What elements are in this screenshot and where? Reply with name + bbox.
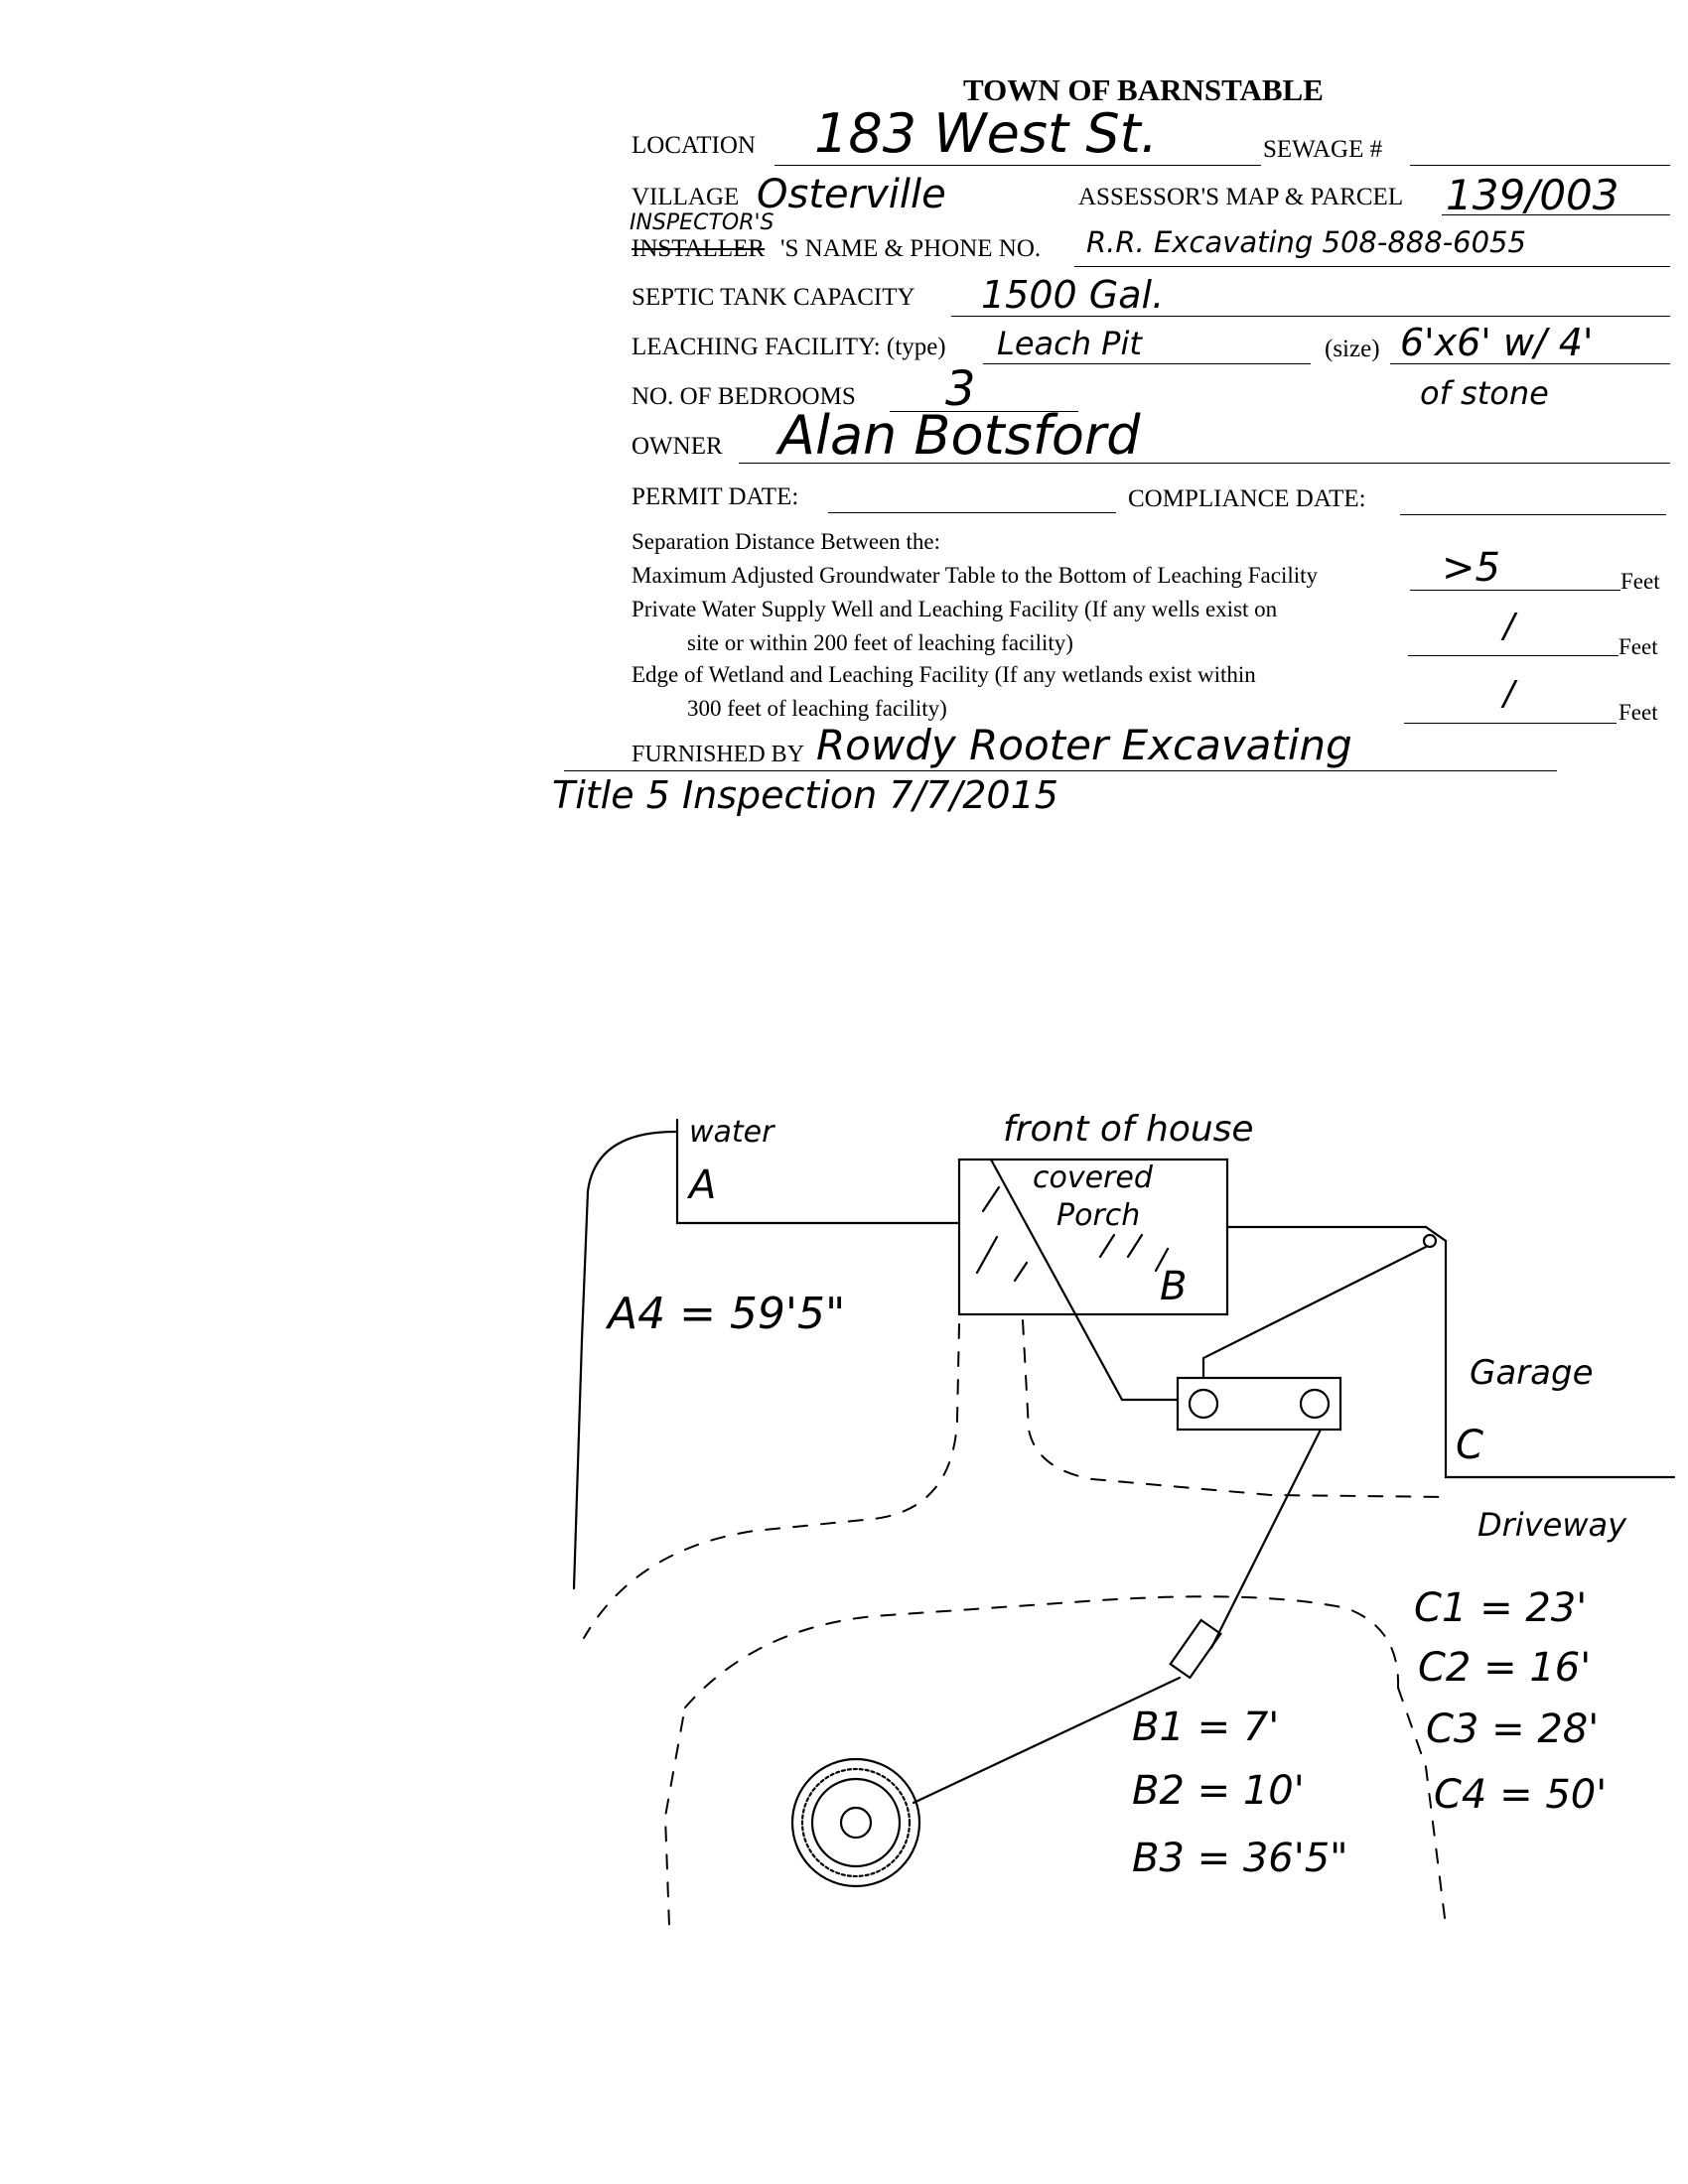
- house-corner-point: [1424, 1235, 1436, 1247]
- furnished-label: FURNISHED BY: [632, 742, 805, 767]
- porch-to-tank-line: [991, 1160, 1178, 1400]
- house-to-tank-line: [1203, 1247, 1426, 1378]
- sep2-text-1: Private Water Supply Well and Leaching Facility (If any wells exist on: [632, 597, 1278, 621]
- house-wall: [1227, 1227, 1674, 1477]
- driveway-edge-left: [665, 1717, 683, 1926]
- sep-heading: Separation Distance Between the:: [632, 529, 941, 554]
- point-b-label: B: [1160, 1264, 1188, 1309]
- size-label: (size): [1325, 336, 1380, 362]
- b3-measurement: B3 = 36'5": [1132, 1836, 1348, 1881]
- leach-label: LEACHING FACILITY: (type): [632, 334, 946, 360]
- installer-label: 'S NAME & PHONE NO.: [780, 235, 1042, 262]
- permit-label: PERMIT DATE:: [632, 483, 799, 510]
- sep2-value: /: [1503, 607, 1515, 646]
- point-a-label: A: [689, 1162, 717, 1208]
- tank-label: SEPTIC TANK CAPACITY: [632, 284, 915, 311]
- assessor-value: 139/003: [1446, 171, 1619, 219]
- sep2-text-2: site or within 200 feet of leaching facility): [687, 630, 1073, 655]
- furnished-value: Rowdy Rooter Excavating: [816, 721, 1352, 769]
- b1-measurement: B1 = 7': [1132, 1705, 1280, 1750]
- location-label: LOCATION: [632, 132, 756, 159]
- compliance-label: COMPLIANCE DATE:: [1128, 485, 1366, 512]
- owner-label: OWNER: [632, 433, 723, 460]
- leach-pit-center: [841, 1808, 871, 1838]
- sewage-label: SEWAGE #: [1263, 136, 1383, 163]
- bedrooms-value: 3: [945, 361, 976, 417]
- walkway-edge-left: [584, 1324, 959, 1638]
- water-label: water: [689, 1115, 774, 1150]
- sep1-value: >5: [1442, 545, 1500, 591]
- sep1-text: Maximum Adjusted Groundwater Table to the Bottom of Leaching Facility: [632, 563, 1319, 588]
- leach-pit-ring: [802, 1769, 910, 1876]
- b2-measurement: B2 = 10': [1132, 1768, 1305, 1814]
- driveway-label: Driveway: [1477, 1506, 1627, 1544]
- sep1-feet: Feet: [1620, 569, 1660, 594]
- sep3-feet: Feet: [1618, 700, 1658, 725]
- sep3-text-1: Edge of Wetland and Leaching Facility (If any wetlands exist within: [632, 662, 1256, 687]
- bedrooms-label: NO. OF BEDROOMS: [632, 383, 856, 410]
- size-value: 6'x6' w/ 4': [1400, 321, 1594, 364]
- c4-measurement: C4 = 50': [1434, 1772, 1608, 1818]
- owner-value: Alan Botsford: [778, 404, 1141, 467]
- sep3-text-2: 300 feet of leaching facility): [687, 696, 947, 721]
- location-value: 183 West St.: [814, 102, 1158, 165]
- inspector-overwrite: INSPECTOR'S: [630, 210, 774, 235]
- front-of-house-label: front of house: [1003, 1109, 1254, 1150]
- sep2-feet: Feet: [1618, 634, 1658, 659]
- septic-tank: [1178, 1378, 1340, 1430]
- property-boundary-line: [574, 1132, 675, 1588]
- c2-measurement: C2 = 16': [1418, 1645, 1592, 1691]
- sep3-value: /: [1503, 674, 1515, 714]
- installer-value: R.R. Excavating 508-888-6055: [1086, 225, 1526, 259]
- tank-outlet-cover: [1301, 1390, 1329, 1418]
- tank-inlet-cover: [1190, 1390, 1217, 1418]
- village-label: VILLAGE: [632, 184, 740, 210]
- leach-type-value: Leach Pit: [997, 325, 1142, 362]
- porch-label-1: covered: [1033, 1160, 1153, 1195]
- garage-label: Garage: [1470, 1353, 1594, 1393]
- form-title: TOWN OF BARNSTABLE: [963, 72, 1324, 107]
- a4-measurement: A4 = 59'5": [608, 1289, 846, 1339]
- tank-to-dbox-pipe: [1211, 1430, 1321, 1648]
- installer-struck-label: INSTALLER: [632, 235, 766, 262]
- size-value-2: of stone: [1420, 374, 1549, 412]
- distribution-box: [1171, 1620, 1221, 1678]
- leach-pit-inner: [812, 1779, 900, 1866]
- c1-measurement: C1 = 23': [1414, 1585, 1588, 1631]
- assessor-label: ASSESSOR'S MAP & PARCEL: [1078, 184, 1404, 210]
- c3-measurement: C3 = 28': [1426, 1706, 1600, 1752]
- porch-label-2: Porch: [1056, 1198, 1141, 1233]
- point-c-label: C: [1456, 1423, 1483, 1468]
- walkway-edge-right: [1023, 1320, 1450, 1497]
- tank-value: 1500 Gal.: [981, 273, 1165, 317]
- village-value: Osterville: [757, 172, 946, 217]
- driveway-edge-inner: [685, 1596, 1398, 1707]
- inspection-note: Title 5 Inspection 7/7/2015: [552, 773, 1058, 817]
